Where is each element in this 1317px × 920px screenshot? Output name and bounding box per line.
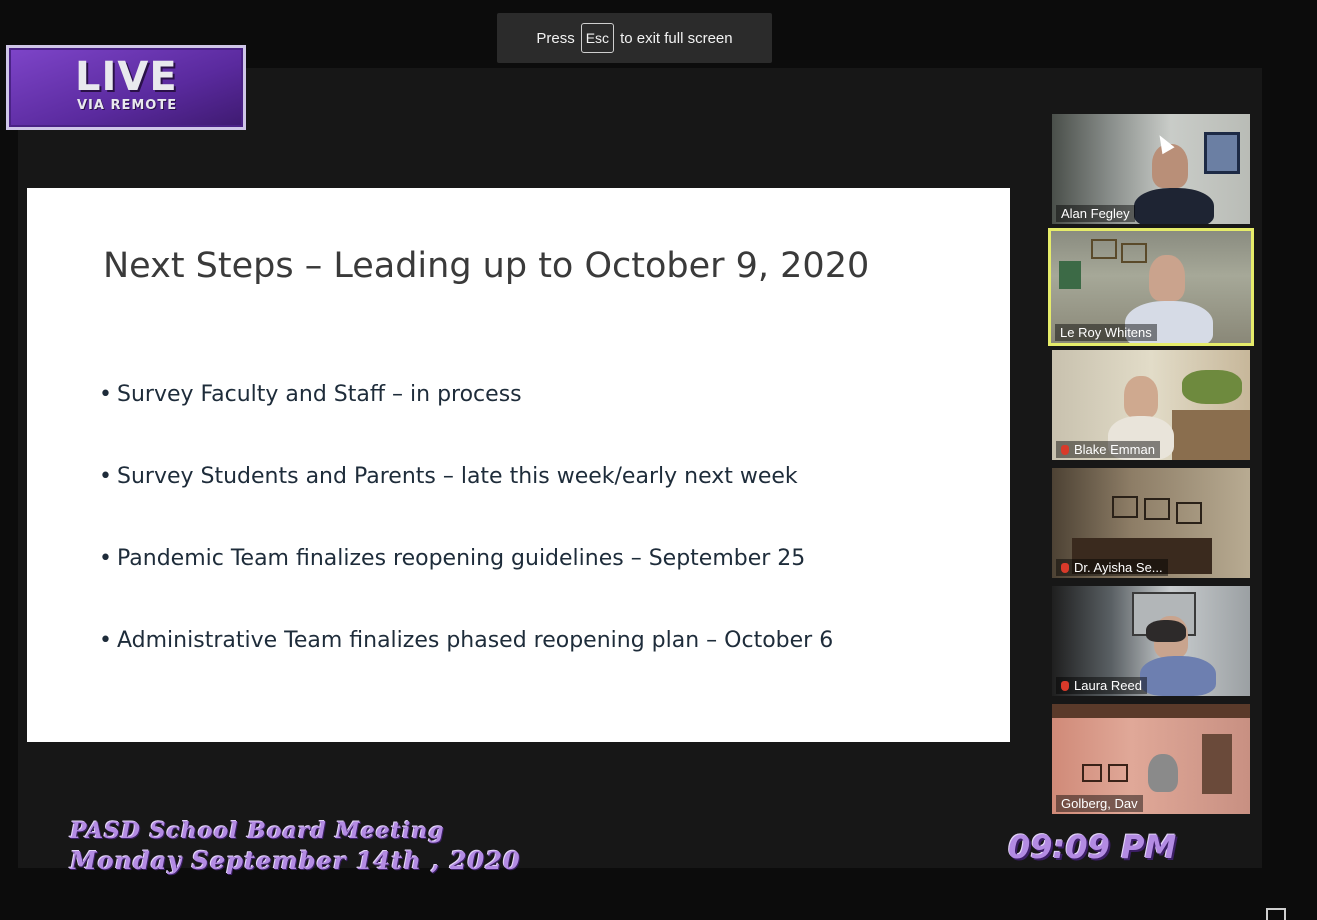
participant-tile[interactable] xyxy=(1052,114,1250,224)
participant-name-label: Blake Emman xyxy=(1056,441,1160,458)
wall-frame xyxy=(1112,496,1138,518)
participant-body xyxy=(1134,188,1214,224)
wall-frame xyxy=(1108,764,1128,782)
participant-face xyxy=(1152,144,1188,188)
participant-hair xyxy=(1146,620,1186,642)
live-badge xyxy=(6,45,246,130)
wall-frame xyxy=(1144,498,1170,520)
meeting-date: Monday September 14th , 2020 xyxy=(70,846,521,875)
participant-name-label: Alan Fegley xyxy=(1056,205,1135,222)
muted-mic-icon xyxy=(1061,681,1069,691)
shelf xyxy=(1172,410,1250,460)
participant-face xyxy=(1149,255,1185,301)
participant-name-label: Laura Reed xyxy=(1056,677,1147,694)
live-badge-title: LIVE xyxy=(75,54,178,100)
bullet-dot-icon: • xyxy=(99,464,112,489)
slide-bullet: • Survey Faculty and Staff – in process xyxy=(99,378,833,460)
wall-frame xyxy=(1082,764,1102,782)
ceiling-trim xyxy=(1052,704,1250,718)
bullet-dot-icon: • xyxy=(99,628,112,653)
slide-title: Next Steps – Leading up to October 9, 2020 xyxy=(103,246,870,286)
participant-name-label: Le Roy Whitens xyxy=(1055,324,1157,341)
wall-frame xyxy=(1176,502,1202,524)
plants xyxy=(1182,370,1242,404)
toast-press-text: Press xyxy=(536,29,575,47)
exit-fullscreen-toast xyxy=(497,13,772,63)
bullet-dot-icon: • xyxy=(99,546,112,571)
esc-key-hint: Esc xyxy=(581,23,614,53)
participant-tile[interactable] xyxy=(1052,704,1250,814)
participant-body xyxy=(1140,656,1216,696)
slide-bullet: • Administrative Team finalizes phased reopening plan – October 6 xyxy=(99,624,833,706)
meeting-lower-third xyxy=(70,818,521,875)
presentation-slide xyxy=(27,188,1010,742)
slide-bullet: • Survey Students and Parents – late this week/early next week xyxy=(99,460,833,542)
wall-picture xyxy=(1204,132,1240,174)
cast-icon[interactable] xyxy=(1266,908,1286,920)
meeting-title: PASD School Board Meeting xyxy=(70,818,445,844)
live-badge-subtitle: VIA REMOTE xyxy=(77,98,178,113)
participant-tile[interactable] xyxy=(1052,468,1250,578)
slide-bullet: • Pandemic Team finalizes reopening guidelines – September 25 xyxy=(99,542,833,624)
participant-name-label: Dr. Ayisha Se... xyxy=(1056,559,1168,576)
participant-tile[interactable] xyxy=(1052,586,1250,696)
participant-name-label: Golberg, Dav xyxy=(1056,795,1143,812)
participant-face xyxy=(1124,376,1158,418)
wall-frame xyxy=(1091,239,1117,259)
wall-frame xyxy=(1121,243,1147,263)
participant-tile-active-speaker[interactable] xyxy=(1048,228,1254,346)
muted-mic-icon xyxy=(1061,563,1069,573)
toast-suffix-text: to exit full screen xyxy=(620,29,733,47)
participant-face xyxy=(1148,754,1178,792)
bullet-dot-icon: • xyxy=(99,382,112,407)
slide-bullet-list xyxy=(99,378,833,706)
participant-tile[interactable] xyxy=(1052,350,1250,460)
broadcast-clock: 09:09 PM xyxy=(1008,828,1177,866)
doorway xyxy=(1202,734,1232,794)
wall-picture xyxy=(1059,261,1081,289)
muted-mic-icon xyxy=(1061,445,1069,455)
